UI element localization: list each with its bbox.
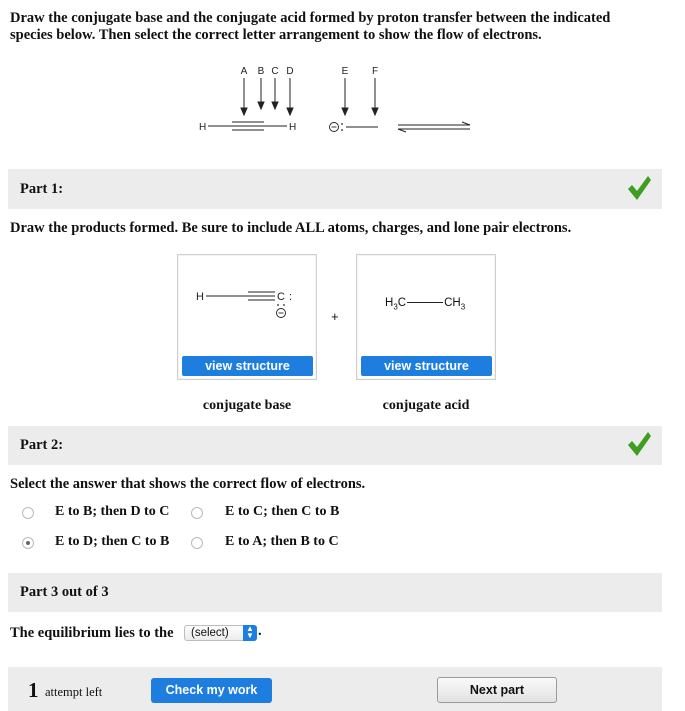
option-3-label[interactable]: E to D; then C to B: [55, 534, 170, 549]
part2-header: [8, 426, 662, 465]
conjugate-base-caption: conjugate base: [202, 398, 292, 413]
footer-bar: [8, 667, 662, 711]
conjugate-acid-caption: conjugate acid: [382, 398, 470, 413]
acid-right-sub: 3: [460, 302, 466, 312]
equilibrium-select[interactable]: [184, 625, 257, 641]
check-my-work-button[interactable]: Check my work: [151, 678, 272, 703]
part1-header: [8, 169, 662, 209]
select-spinner-icon: ▲ ▼: [243, 625, 257, 641]
acid-left-c: C: [397, 297, 407, 309]
plus-sign: +: [331, 309, 339, 324]
alkyne-h-right: H: [289, 122, 297, 133]
label-C: C: [271, 66, 279, 77]
prompt-line-2: species below. Then select the correct letter arrangement to show the flow of electrons.: [10, 27, 542, 43]
select-period: .: [258, 623, 262, 639]
part1-instruction: Draw the products formed. Be sure to include ALL atoms, charges, and lone pair electrons.: [10, 220, 572, 236]
option-2-label[interactable]: E to C; then C to B: [225, 504, 340, 519]
prompt-line-1: Draw the conjugate base and the conjugate acid formed by proton transfer between the indicated: [10, 10, 611, 26]
reaction-scheme: [180, 60, 500, 140]
view-structure-base-button[interactable]: view structure: [182, 356, 313, 376]
question-prompt: [10, 10, 670, 44]
part3-title: Part 3 out of 3: [20, 584, 109, 600]
equilibrium-arrow-icon: [398, 122, 470, 132]
select-value: (select): [191, 627, 229, 639]
base-lone-pair: :: [289, 291, 293, 303]
view-structure-acid-button[interactable]: view structure: [361, 356, 492, 376]
checkmark-icon: [626, 430, 652, 458]
label-E: E: [341, 66, 349, 77]
label-B: B: [257, 66, 265, 77]
next-part-button[interactable]: Next part: [437, 677, 557, 703]
option-4-label[interactable]: E to A; then B to C: [225, 534, 339, 549]
conjugate-acid-box[interactable]: [356, 254, 496, 380]
part2-instruction: Select the answer that shows the correct flow of electrons.: [10, 476, 366, 492]
conjugate-acid-structure: [385, 297, 465, 311]
label-A: A: [240, 66, 248, 77]
conjugate-base-box[interactable]: [177, 254, 317, 380]
alkyne-h-left: H: [199, 122, 207, 133]
acid-left-h: H: [385, 297, 394, 309]
option-1-label[interactable]: E to B; then D to C: [55, 504, 170, 519]
acid-right-ch: CH: [444, 297, 461, 309]
part3-header: [8, 573, 662, 612]
conjugate-base-structure: [192, 283, 312, 323]
attempts-count: 1: [28, 678, 39, 702]
attempts-text: attempt left: [45, 685, 103, 699]
base-h-atom: H: [196, 291, 204, 303]
arrows-down-icon: [241, 78, 378, 115]
label-F: F: [371, 66, 379, 77]
radio-option-2[interactable]: [191, 507, 203, 519]
part3-instruction: The equilibrium lies to the: [10, 625, 174, 641]
acid-left-sub: 3: [393, 302, 398, 312]
radio-option-3[interactable]: [22, 537, 34, 549]
part1-title: Part 1:: [20, 181, 64, 197]
part2-title: Part 2:: [20, 437, 64, 453]
base-c-atom: C: [277, 291, 285, 303]
checkmark-icon: [626, 174, 652, 202]
radio-option-4[interactable]: [191, 537, 203, 549]
label-D: D: [286, 66, 294, 77]
radio-option-1[interactable]: [22, 507, 34, 519]
